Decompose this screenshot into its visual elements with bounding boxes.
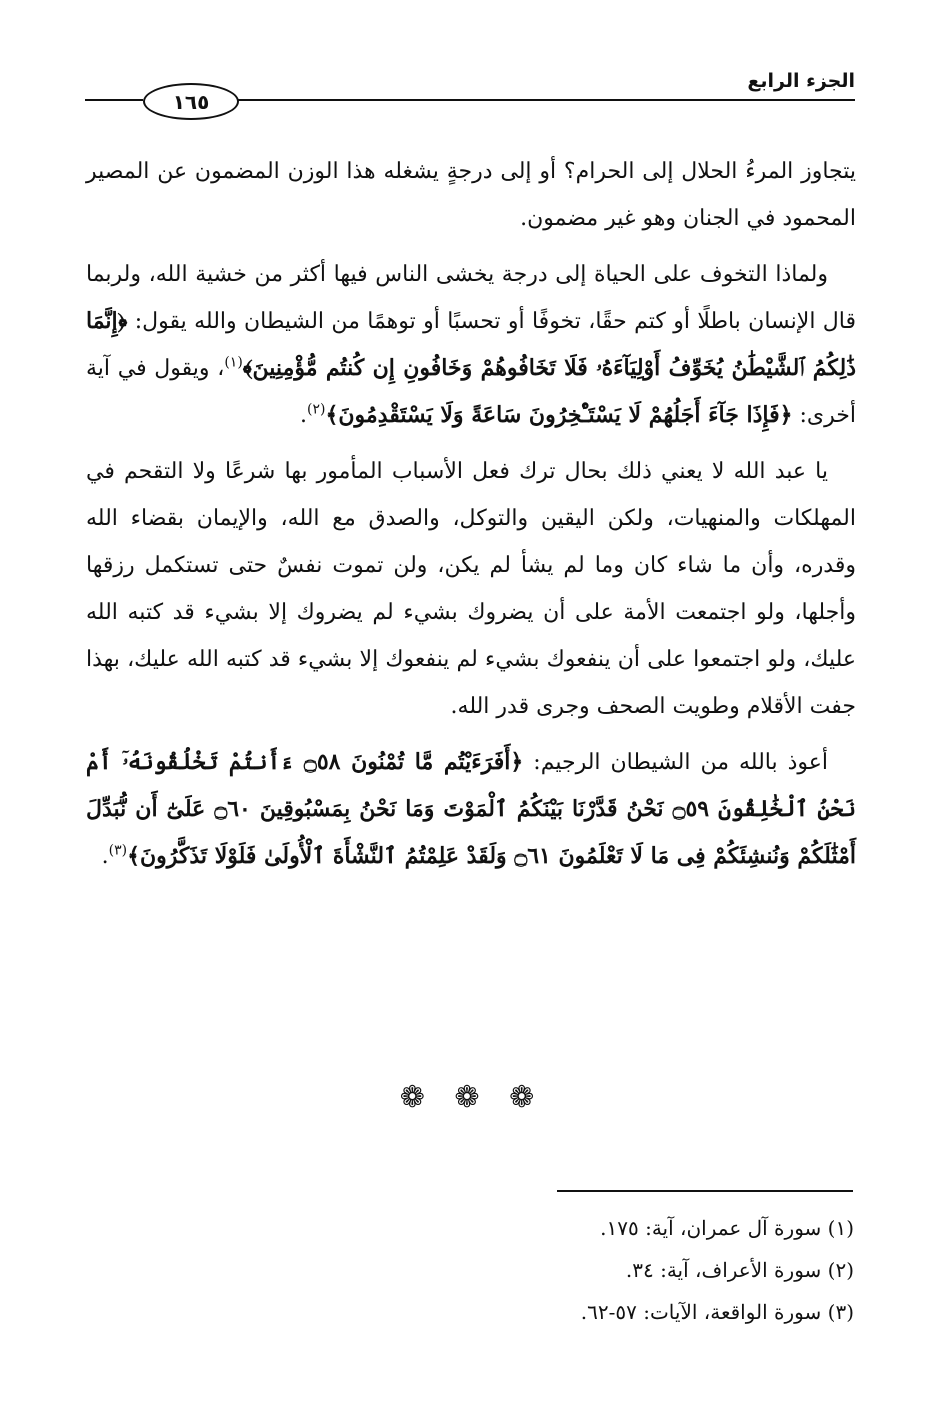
header-rule-right (237, 99, 855, 101)
running-title: الجزء الرابع (747, 70, 855, 92)
page-header (85, 62, 855, 142)
footnote-1: (١) سورة آل عمران، آية: ١٧٥. (600, 1216, 854, 1240)
paragraph-2-intro: ولماذا التخوف على الحياة إلى درجة يخشى الناس فيها أكثر من خشية الله، ولربما قال الإنسان باطلًا أو كتم حقًا، تخوفًا أو تحسبًا أو توهمًا من الشيطان والله يقول: (86, 262, 856, 334)
section-ornament-icon: ❁ ❁ ❁ (399, 1080, 545, 1115)
paragraph-4-intro: أعوذ بالله من الشيطان الرجيم: (523, 750, 828, 775)
paragraph-2 (86, 251, 856, 439)
footnote-ref-1: (١) (224, 354, 243, 371)
quran-quote-1: ﴿إِنَّمَا ذَٰلِكُمُ ٱلشَّيْطَٰنُ يُخَوِّفُ أَوْلِيَآءَهُۥ فَلَا تَخَافُوهُمْ وَخَافُونِ إِن كُنتُم مُّؤْمِنِينَ﴾ (86, 308, 856, 381)
paragraph-1: يتجاوز المرءُ الحلال إلى الحرام؟ أو إلى درجةٍ يشغله هذا الوزن المضمون عن المصير المحمود في الجنان وهو غير مضمون. (86, 159, 857, 231)
header-rule-left (85, 99, 143, 101)
quran-quote-3: ﴿أَفَرَءَيْتُم مَّا تُمْنُونَ ۝٥٨ ءَأَنتُمْ تَخْلُقُونَهُۥٓ أَمْ نَحْنُ ٱلْخَٰلِقُونَ ۝٥٩ نَحْنُ قَدَّرْنَا بَيْنَكُمُ ٱلْمَوْتَ وَمَا نَحْنُ بِمَسْبُوقِينَ ۝٦٠ عَلَىٰٓ أَن نُّبَدِّلَ أَمْثَٰلَكُمْ وَنُنشِئَكُمْ فِى مَا لَا تَعْلَمُونَ ۝٦١ وَلَقَدْ عَلِمْتُمُ ٱلنَّشْأَةَ ٱلْأُولَىٰ فَلَوْلَا تَذَكَّرُونَ﴾ (86, 749, 856, 869)
footnote-ref-3: (٣) (108, 842, 128, 859)
paragraph-2-end: . (299, 403, 307, 428)
paragraph-4-end: . (101, 844, 109, 869)
quran-quote-2: ﴿فَإِذَا جَآءَ أَجَلُهُمْ لَا يَسْتَـْٔخِرُونَ سَاعَةً وَلَا يَسْتَقْدِمُونَ﴾ (325, 402, 793, 428)
paragraph-4 (86, 739, 856, 880)
footnote-ref-2: (٢) (306, 401, 326, 418)
paragraph-2-mid: ، ويقول في آية أخرى: (86, 356, 856, 428)
footnote-3: (٣) سورة الواقعة، الآيات: ٥٧-٦٢. (580, 1300, 854, 1324)
footnotes (454, 1207, 854, 1333)
footnote-separator (557, 1190, 853, 1192)
paragraph-3: يا عبد الله لا يعني ذلك بحال ترك فعل الأسباب المأمور بها شرعًا ولا التقحم في المهلكات والمنهيات، ولكن اليقين والتوكل، والصدق مع الله، والإيمان بقضاء الله وقدره، وأن ما شاء كان وما لم يشأ لم يكن، ولن تموت نفسٌ حتى تستكمل رزقها وأجلها، ولو اجتمعت الأمة على أن يضروك بشيء لم يضروك إلا بشيء قد كتبه الله عليك، ولو اجتمعوا على أن ينفعوك بشيء لم ينفعوك إلا بشيء قد كتبه الله عليك، بهذا جفت الأقلام وطويت الصحف وجرى قدر الله. (86, 459, 857, 719)
main-text (86, 148, 856, 889)
footnote-2: (٢) سورة الأعراف، آية: ٣٤. (625, 1258, 854, 1282)
page-number: ١٦٥ (143, 83, 239, 120)
